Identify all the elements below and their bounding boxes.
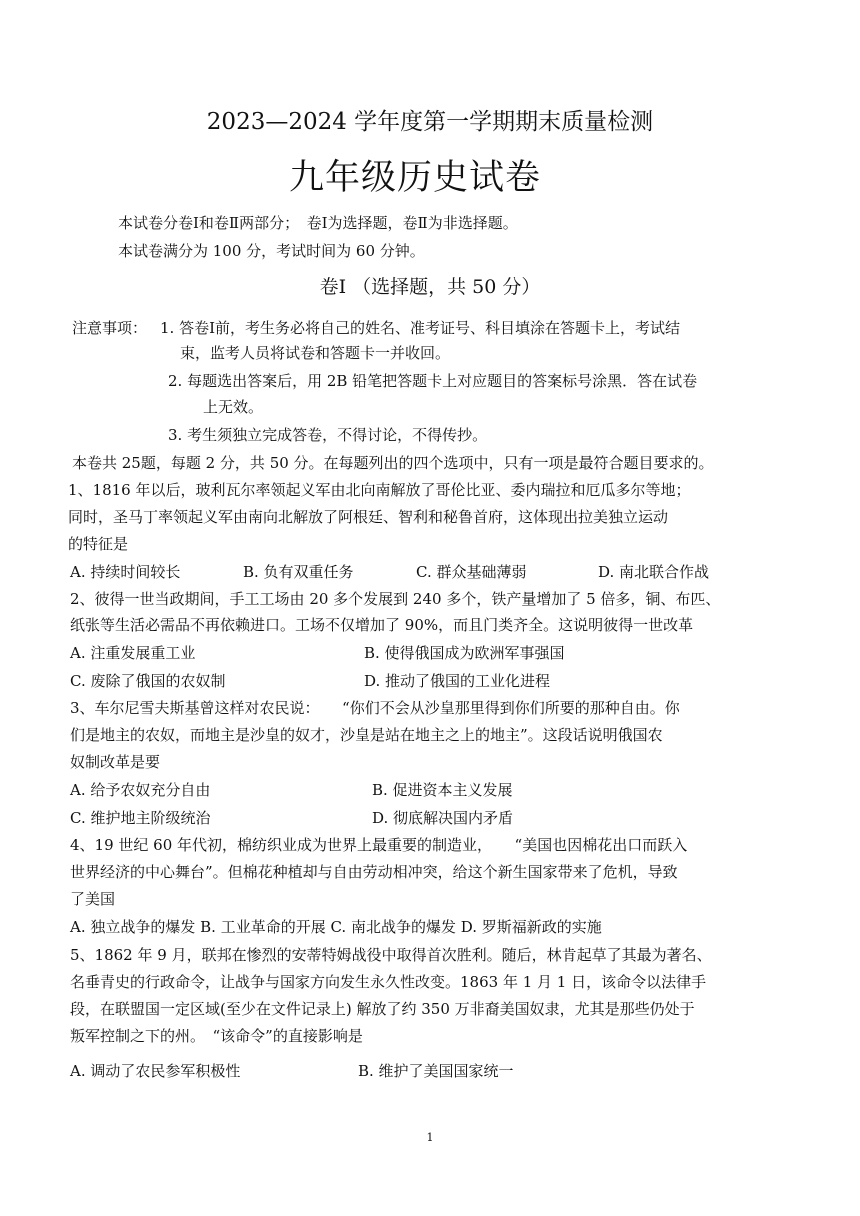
question-3-line-3: 奴制改革是要: [70, 753, 161, 771]
question-5-line-3: 段，在联盟国一定区域(至少在文件记录上) 解放了约 350 万非裔美国奴隶，尤其是那些仍处于: [70, 1000, 695, 1018]
question-2-line-1: 2、彼得一世当政期间，手工工场由 20 多个发展到 240 多个，铁产量增加了 5 倍多，铜、布匹、: [70, 590, 721, 608]
question-5-line-4: 叛军控制之下的州。 “该命令”的直接影响是: [70, 1027, 363, 1045]
question-1-option-d: D. 南北联合作战: [598, 563, 710, 581]
question-2-option-c: C. 废除了俄国的农奴制: [70, 672, 226, 690]
question-1-option-a: A. 持续时间较长: [70, 563, 181, 581]
intro-line-1: 本试卷分卷Ⅰ和卷Ⅱ两部分； 卷Ⅰ为选择题，卷Ⅱ为非选择题。: [118, 214, 518, 232]
question-3-option-d: D. 彻底解决国内矛盾: [372, 809, 514, 827]
question-5-option-a: A. 调动了农民参军积极性: [70, 1062, 241, 1080]
note-1-line-2: 束，监考人员将试卷和答题卡一并收回。: [180, 344, 451, 362]
question-5-line-1: 5、1862 年 9 月，联邦在惨烈的安蒂特姆战役中取得首次胜利。随后，林肯起草了其最为著名、: [70, 946, 712, 964]
question-3-option-c: C. 维护地主阶级统治: [70, 809, 211, 827]
section-title: 卷Ⅰ （选择题，共 50 分）: [319, 276, 541, 298]
note-2-line-2: 上无效。: [203, 398, 264, 416]
question-5-line-2: 名垂青史的行政命令，让战争与国家方向发生永久性改变。1863 年 1 月 1 日，该命令以法律手: [70, 973, 707, 991]
exam-subtitle: 2023—2024 学年度第一学期期末质量检测: [206, 109, 654, 135]
question-4-line-1: 4、19 世纪 60 年代初，棉纺织业成为世界上最重要的制造业， “美国也因棉花出口而跃入: [70, 836, 688, 854]
question-1-line-2: 同时，圣马丁率领起义军由南向北解放了阿根廷、智利和秘鲁首府，这体现出拉美独立运动: [68, 508, 669, 526]
note-3-line-1: 3. 考生须独立完成答卷，不得讨论，不得传抄。: [168, 426, 488, 444]
question-3-line-1: 3、车尔尼雪夫斯基曾这样对农民说： “你们不会从沙皇那里得到你们所要的那种自由。你: [70, 699, 680, 717]
question-2-option-d: D. 推动了俄国的工业化进程: [364, 672, 551, 690]
question-4-line-2: 世界经济的中心舞台”。但棉花种植却与自由劳动相冲突，给这个新生国家带来了危机，导致: [70, 863, 678, 881]
question-3-line-2: 们是地主的农奴，而地主是沙皇的奴才，沙皇是站在地主之上的地主”。这段话说明俄国农: [70, 726, 663, 744]
question-1-option-b: B. 负有双重任务: [243, 563, 354, 581]
question-2-option-b: B. 使得俄国成为欧洲军事强国: [364, 644, 565, 662]
question-5-option-b: B. 维护了美国国家统一: [358, 1062, 514, 1080]
intro-line-2: 本试卷满分为 100 分，考试时间为 60 分钟。: [118, 242, 425, 260]
question-2-line-2: 纸张等生活必需品不再依赖进口。工场不仅增加了 90%，而且门类齐全。这说明彼得一世改革: [70, 616, 694, 634]
page-number: 1: [426, 1131, 434, 1144]
question-3-option-b: B. 促进资本主义发展: [372, 781, 513, 799]
question-2-option-a: A. 注重发展重工业: [70, 644, 196, 662]
question-1-line-3: 的特征是: [68, 535, 129, 553]
instructions: 本卷共 25题，每题 2 分，共 50 分。在每题列出的四个选项中，只有一项是最符合题目要求的。: [72, 454, 714, 472]
notes-label: 注意事项：: [72, 319, 148, 337]
question-1-option-c: C. 群众基础薄弱: [416, 563, 527, 581]
note-1-line-1: 1. 答卷Ⅰ前，考生务必将自己的姓名、准考证号、科目填涂在答题卡上，考试结: [160, 319, 681, 337]
question-4-line-3: 了美国: [70, 890, 116, 908]
note-2-line-1: 2. 每题选出答案后，用 2B 铅笔把答题卡上对应题目的答案标号涂黑．答在试卷: [168, 372, 698, 390]
question-3-option-a: A. 给予农奴充分自由: [70, 781, 211, 799]
question-1-line-1: 1、1816 年以后，玻利瓦尔率领起义军由北向南解放了哥伦比亚、委内瑞拉和厄瓜多尔等地；: [68, 481, 691, 499]
question-4-options: A. 独立战争的爆发 B. 工业革命的开展 C. 南北战争的爆发 D. 罗斯福新政的实施: [70, 918, 602, 936]
exam-title: 九年级历史试卷: [288, 158, 541, 198]
